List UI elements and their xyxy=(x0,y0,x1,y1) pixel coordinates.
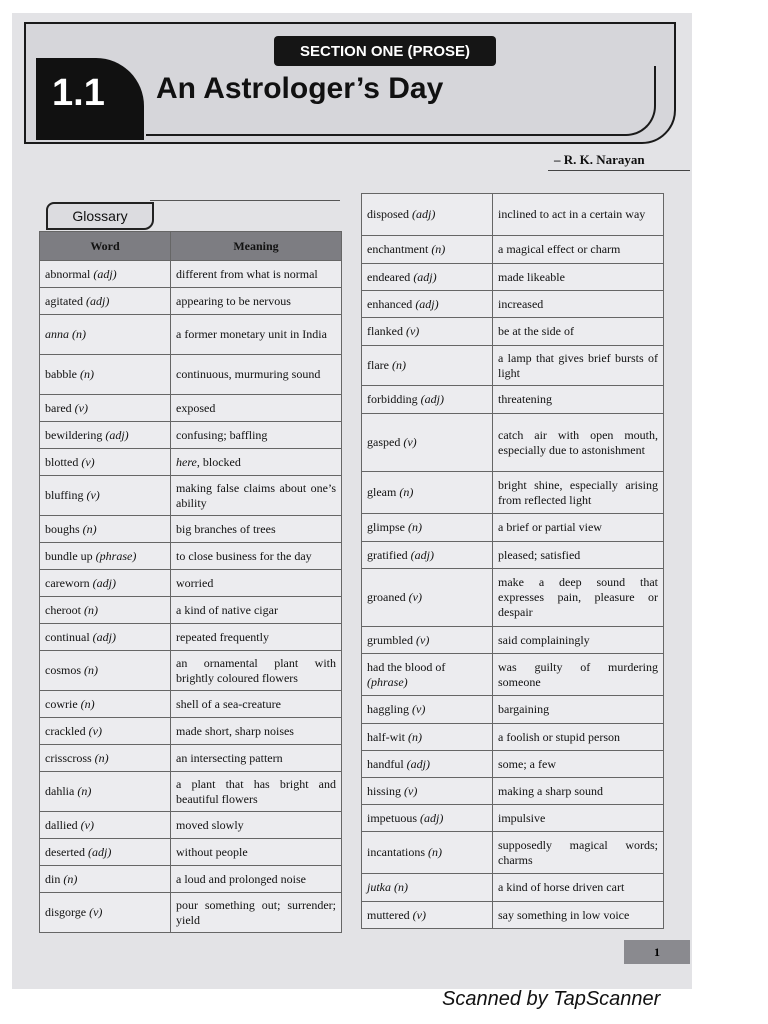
word-cell xyxy=(362,654,493,696)
glossary-divider xyxy=(150,200,340,201)
part-of-speech: (v) xyxy=(80,817,94,832)
glossary-meaning: was guilty of murdering someone xyxy=(498,659,658,689)
part-of-speech: (n) xyxy=(72,327,86,341)
meaning-cell xyxy=(171,691,342,718)
meaning-cell xyxy=(493,542,664,569)
meaning-cell xyxy=(493,778,664,805)
table-row xyxy=(362,542,664,569)
glossary-word: groaned xyxy=(367,590,406,604)
glossary-word: crisscross xyxy=(45,750,92,765)
glossary-word: dallied xyxy=(45,817,78,832)
word-cell xyxy=(40,570,171,597)
part-of-speech: (n) xyxy=(408,729,422,744)
glossary-word: impetuous xyxy=(367,810,417,825)
part-of-speech: (v) xyxy=(403,435,417,449)
table-header-row xyxy=(40,232,342,261)
meaning-cell xyxy=(493,386,664,414)
word-cell xyxy=(40,718,171,745)
meaning-cell xyxy=(171,772,342,812)
word-cell xyxy=(362,902,493,929)
glossary-word: cheroot xyxy=(45,602,81,617)
glossary-meaning: repeated frequently xyxy=(176,629,269,644)
part-of-speech: (n) xyxy=(77,784,92,798)
glossary-word: muttered xyxy=(367,907,410,922)
meaning-cell xyxy=(493,696,664,724)
part-of-speech: (v) xyxy=(86,488,100,502)
table-row xyxy=(40,624,342,651)
glossary-word: dahlia xyxy=(45,784,75,798)
word-cell xyxy=(362,472,493,514)
glossary-meaning: , blocked xyxy=(196,454,241,469)
glossary-meaning: increased xyxy=(498,296,544,311)
meaning-cell xyxy=(171,355,342,395)
part-of-speech: (adj) xyxy=(85,293,110,308)
table-row xyxy=(362,805,664,832)
table-row xyxy=(362,874,664,902)
part-of-speech: (n) xyxy=(391,358,406,372)
column-header-word: Word xyxy=(40,232,171,261)
glossary-word: bewildering xyxy=(45,427,103,442)
meaning-cell xyxy=(493,346,664,386)
glossary-word: gasped xyxy=(367,435,401,449)
part-of-speech: (v) xyxy=(408,590,422,604)
word-cell xyxy=(362,696,493,724)
meaning-cell xyxy=(493,514,664,542)
table-row xyxy=(40,516,342,543)
part-of-speech: (phrase) xyxy=(95,548,137,563)
glossary-word: cosmos xyxy=(45,663,81,677)
table-row xyxy=(40,718,342,745)
table-row xyxy=(40,570,342,597)
table-row xyxy=(40,839,342,866)
word-cell xyxy=(362,236,493,264)
table-row xyxy=(362,778,664,805)
chapter-number: 1.1 xyxy=(52,72,105,114)
meaning-cell xyxy=(493,874,664,902)
part-of-speech: (n) xyxy=(63,871,78,886)
glossary-meaning: different from what is normal xyxy=(176,266,318,281)
table-row xyxy=(362,236,664,264)
author: – R. K. Narayan xyxy=(554,152,645,167)
table-row xyxy=(362,194,664,236)
table-row xyxy=(362,832,664,874)
word-cell xyxy=(362,542,493,569)
meaning-cell xyxy=(171,624,342,651)
word-cell xyxy=(40,624,171,651)
glossary-word: haggling xyxy=(367,702,409,716)
glossary-word: enchantment xyxy=(367,242,429,256)
part-of-speech: (adj) xyxy=(420,392,444,406)
glossary-table-left xyxy=(39,231,342,933)
table-row xyxy=(362,627,664,654)
meaning-cell xyxy=(171,261,342,288)
table-row xyxy=(362,902,664,929)
table-row xyxy=(362,291,664,318)
part-of-speech: (v) xyxy=(405,324,420,338)
glossary-meaning: pleased; satisfied xyxy=(498,547,581,562)
table-row xyxy=(40,812,342,839)
table-row xyxy=(40,543,342,570)
part-of-speech: (v) xyxy=(404,783,418,798)
meaning-cell xyxy=(171,449,342,476)
part-of-speech: (n) xyxy=(408,520,422,534)
table-row xyxy=(40,745,342,772)
meaning-cell xyxy=(171,718,342,745)
meaning-cell xyxy=(171,839,342,866)
glossary-meaning: worried xyxy=(176,575,214,590)
part-of-speech: (adj) xyxy=(92,575,116,590)
word-cell xyxy=(362,832,493,874)
glossary-word: bared xyxy=(45,400,72,415)
part-of-speech: (adj) xyxy=(413,269,437,284)
glossary-meaning: confusing; baffling xyxy=(176,427,268,442)
part-of-speech: (n) xyxy=(427,845,442,859)
glossary-meaning: making a sharp sound xyxy=(498,783,603,798)
glossary-meaning: an ornamental plant with brightly coloured flowers xyxy=(176,655,336,685)
part-of-speech: (n) xyxy=(84,663,98,677)
meaning-cell xyxy=(171,866,342,893)
part-of-speech: (n) xyxy=(431,242,446,256)
glossary-meaning: a plant that has bright and beautiful flowers xyxy=(176,776,336,806)
table-row xyxy=(40,651,342,691)
meaning-cell xyxy=(493,236,664,264)
part-of-speech: (n) xyxy=(82,521,97,536)
part-of-speech: (v) xyxy=(81,454,95,469)
glossary-meaning: supposedly magical words; charms xyxy=(498,837,658,867)
glossary-word: handful xyxy=(367,756,404,771)
part-of-speech: (v) xyxy=(412,702,426,716)
part-of-speech: (adj) xyxy=(92,629,116,644)
part-of-speech: (adj) xyxy=(87,844,112,859)
word-cell xyxy=(40,315,171,355)
glossary-word: careworn xyxy=(45,575,90,590)
glossary-meaning: say something in low voice xyxy=(498,907,630,922)
word-cell xyxy=(40,597,171,624)
table-row xyxy=(40,866,342,893)
glossary-word: continual xyxy=(45,629,90,644)
glossary-meaning: some; a few xyxy=(498,756,556,771)
table-row xyxy=(40,355,342,395)
glossary-table-right xyxy=(361,193,664,929)
table-row xyxy=(362,724,664,751)
part-of-speech: (adj) xyxy=(410,547,434,562)
table-row xyxy=(362,386,664,414)
glossary-word: jutka xyxy=(367,880,391,894)
glossary-word: bundle up xyxy=(45,548,93,563)
meaning-cell xyxy=(493,194,664,236)
glossary-word: flanked xyxy=(367,324,403,338)
part-of-speech: (adj) xyxy=(415,296,439,311)
meaning-cell xyxy=(493,805,664,832)
meaning-cell xyxy=(171,745,342,772)
meaning-cell xyxy=(171,422,342,449)
table-row xyxy=(40,772,342,812)
table-row xyxy=(362,654,664,696)
glossary-word: enhanced xyxy=(367,296,413,311)
part-of-speech: (v) xyxy=(74,400,88,415)
glossary-meaning: moved slowly xyxy=(176,817,244,832)
meaning-cell xyxy=(493,318,664,346)
glossary-word: disgorge xyxy=(45,905,87,919)
column-header-meaning: Meaning xyxy=(171,232,342,261)
word-cell xyxy=(362,414,493,472)
glossary-word: boughs xyxy=(45,521,80,536)
part-of-speech: (adj) xyxy=(406,756,430,771)
part-of-speech: (adj) xyxy=(105,427,129,442)
table-row xyxy=(362,264,664,291)
glossary-word: hissing xyxy=(367,783,402,798)
meaning-cell xyxy=(493,751,664,778)
glossary-meaning: shell of a sea-creature xyxy=(176,696,281,711)
table-row xyxy=(362,472,664,514)
part-of-speech: (adj) xyxy=(93,266,117,281)
word-cell xyxy=(362,264,493,291)
part-of-speech: (n) xyxy=(399,485,414,499)
word-cell xyxy=(40,745,171,772)
part-of-speech: (v) xyxy=(416,632,430,647)
word-cell xyxy=(362,874,493,902)
word-cell xyxy=(40,691,171,718)
glossary-meaning: a kind of horse driven cart xyxy=(498,880,625,894)
meaning-cell xyxy=(171,395,342,422)
glossary-meaning: making false claims about one’s ability xyxy=(176,480,336,510)
word-cell xyxy=(40,476,171,516)
glossary-meaning: continuous, murmuring sound xyxy=(176,367,321,381)
meaning-cell xyxy=(171,651,342,691)
glossary-heading: Glossary xyxy=(46,202,154,230)
part-of-speech: (n) xyxy=(80,696,95,711)
glossary-word: incantations xyxy=(367,845,425,859)
glossary-meaning: made likeable xyxy=(498,269,565,284)
table-row xyxy=(40,288,342,315)
glossary-word: cowrie xyxy=(45,696,78,711)
word-cell xyxy=(362,514,493,542)
glossary-word: glimpse xyxy=(367,520,405,534)
word-cell xyxy=(40,893,171,933)
word-cell xyxy=(40,812,171,839)
word-cell xyxy=(362,778,493,805)
meaning-cell xyxy=(493,414,664,472)
meaning-cell xyxy=(493,654,664,696)
table-row xyxy=(362,696,664,724)
glossary-meaning: bargaining xyxy=(498,702,550,716)
part-of-speech: (n) xyxy=(80,367,94,381)
glossary-meaning: a former monetary unit in India xyxy=(176,327,327,341)
table-row xyxy=(40,893,342,933)
glossary-meaning: a loud and prolonged noise xyxy=(176,871,306,886)
meaning-cell xyxy=(493,832,664,874)
part-of-speech: (adj) xyxy=(412,207,436,221)
glossary-meaning: catch air with open mouth, especially due to astonishment xyxy=(498,427,658,457)
meaning-cell xyxy=(493,472,664,514)
glossary-meaning: big branches of trees xyxy=(176,521,276,536)
glossary-word: forbidding xyxy=(367,392,418,406)
glossary-word: deserted xyxy=(45,844,85,859)
meaning-cell xyxy=(171,288,342,315)
glossary-meaning: threatening xyxy=(498,392,552,406)
word-cell xyxy=(362,194,493,236)
glossary-meaning: said complainingly xyxy=(498,632,590,647)
meaning-cell xyxy=(493,291,664,318)
table-row xyxy=(40,449,342,476)
table-row xyxy=(362,514,664,542)
table-row xyxy=(362,414,664,472)
meaning-cell xyxy=(493,902,664,929)
table-row xyxy=(362,569,664,627)
meaning-cell xyxy=(171,516,342,543)
page-title: An Astrologer’s Day xyxy=(156,72,444,105)
page-number: 1 xyxy=(624,940,690,964)
glossary-word: agitated xyxy=(45,293,83,308)
table-row xyxy=(40,422,342,449)
glossary-word: half-wit xyxy=(367,729,405,744)
glossary-meaning: inclined to act in a certain way xyxy=(498,207,646,221)
table-row xyxy=(362,318,664,346)
meaning-cell xyxy=(493,264,664,291)
glossary-word: had the blood of xyxy=(367,659,446,674)
word-cell xyxy=(362,318,493,346)
word-cell xyxy=(40,543,171,570)
glossary-meaning: without people xyxy=(176,844,248,859)
word-cell xyxy=(362,569,493,627)
table-row xyxy=(362,751,664,778)
word-cell xyxy=(40,839,171,866)
table-row xyxy=(40,315,342,355)
word-cell xyxy=(40,422,171,449)
glossary-meaning: appearing to be nervous xyxy=(176,293,291,308)
word-cell xyxy=(40,651,171,691)
glossary-meaning: be at the side of xyxy=(498,324,574,338)
word-cell xyxy=(362,724,493,751)
word-cell xyxy=(40,772,171,812)
word-cell xyxy=(40,288,171,315)
glossary-meaning: a kind of native cigar xyxy=(176,602,278,617)
meaning-cell xyxy=(171,570,342,597)
glossary-meaning: make a deep sound that expresses pain, pleasure or despair xyxy=(498,575,658,619)
word-cell xyxy=(40,516,171,543)
part-of-speech: (v) xyxy=(89,905,103,919)
table-row xyxy=(40,476,342,516)
glossary-word: anna xyxy=(45,327,69,341)
glossary-meaning: pour something out; surrender; yield xyxy=(176,897,336,927)
word-cell xyxy=(40,449,171,476)
word-cell xyxy=(40,866,171,893)
meaning-cell xyxy=(171,315,342,355)
table-row xyxy=(362,346,664,386)
glossary-meaning: a lamp that gives brief bursts of light xyxy=(498,350,658,380)
word-cell xyxy=(362,627,493,654)
author-underline xyxy=(548,170,690,171)
meaning-qualifier: here xyxy=(176,454,197,469)
part-of-speech: (n) xyxy=(83,602,98,617)
word-cell xyxy=(362,346,493,386)
glossary-word: endeared xyxy=(367,269,411,284)
glossary-meaning: to close business for the day xyxy=(176,548,312,563)
meaning-cell xyxy=(493,724,664,751)
part-of-speech: (v) xyxy=(88,723,102,738)
word-cell xyxy=(362,291,493,318)
glossary-meaning: an intersecting pattern xyxy=(176,750,283,765)
part-of-speech: (phrase) xyxy=(367,674,408,689)
glossary-meaning: a magical effect or charm xyxy=(498,242,621,256)
table-row xyxy=(40,395,342,422)
glossary-word: disposed xyxy=(367,207,409,221)
word-cell xyxy=(362,805,493,832)
glossary-word: crackled xyxy=(45,723,86,738)
meaning-cell xyxy=(493,627,664,654)
glossary-word: din xyxy=(45,871,61,886)
glossary-word: flare xyxy=(367,358,389,372)
glossary-meaning: exposed xyxy=(176,400,216,415)
meaning-cell xyxy=(171,893,342,933)
glossary-word: bluffing xyxy=(45,488,84,502)
glossary-meaning: impulsive xyxy=(498,810,546,825)
scanner-watermark: Scanned by TapScanner xyxy=(442,988,661,1010)
glossary-word: abnormal xyxy=(45,266,91,281)
word-cell xyxy=(40,261,171,288)
section-label: SECTION ONE (PROSE) xyxy=(274,36,496,66)
glossary-word: blotted xyxy=(45,454,79,469)
word-cell xyxy=(362,751,493,778)
glossary-word: grumbled xyxy=(367,632,413,647)
glossary-meaning: a foolish or stupid person xyxy=(498,729,620,744)
meaning-cell xyxy=(171,476,342,516)
meaning-cell xyxy=(493,569,664,627)
glossary-word: gleam xyxy=(367,485,397,499)
table-row xyxy=(40,597,342,624)
glossary-meaning: made short, sharp noises xyxy=(176,723,294,738)
word-cell xyxy=(40,355,171,395)
glossary-meaning: bright shine, especially arising from reflected light xyxy=(498,477,658,507)
part-of-speech: (n) xyxy=(394,880,408,894)
meaning-cell xyxy=(171,597,342,624)
word-cell xyxy=(40,395,171,422)
part-of-speech: (adj) xyxy=(420,810,444,825)
glossary-word: babble xyxy=(45,367,77,381)
glossary-meaning: a brief or partial view xyxy=(498,520,602,534)
part-of-speech: (v) xyxy=(412,907,426,922)
word-cell xyxy=(362,386,493,414)
table-row xyxy=(40,261,342,288)
meaning-cell xyxy=(171,812,342,839)
table-row xyxy=(40,691,342,718)
glossary-word: gratified xyxy=(367,547,408,562)
meaning-cell xyxy=(171,543,342,570)
part-of-speech: (n) xyxy=(94,750,109,765)
